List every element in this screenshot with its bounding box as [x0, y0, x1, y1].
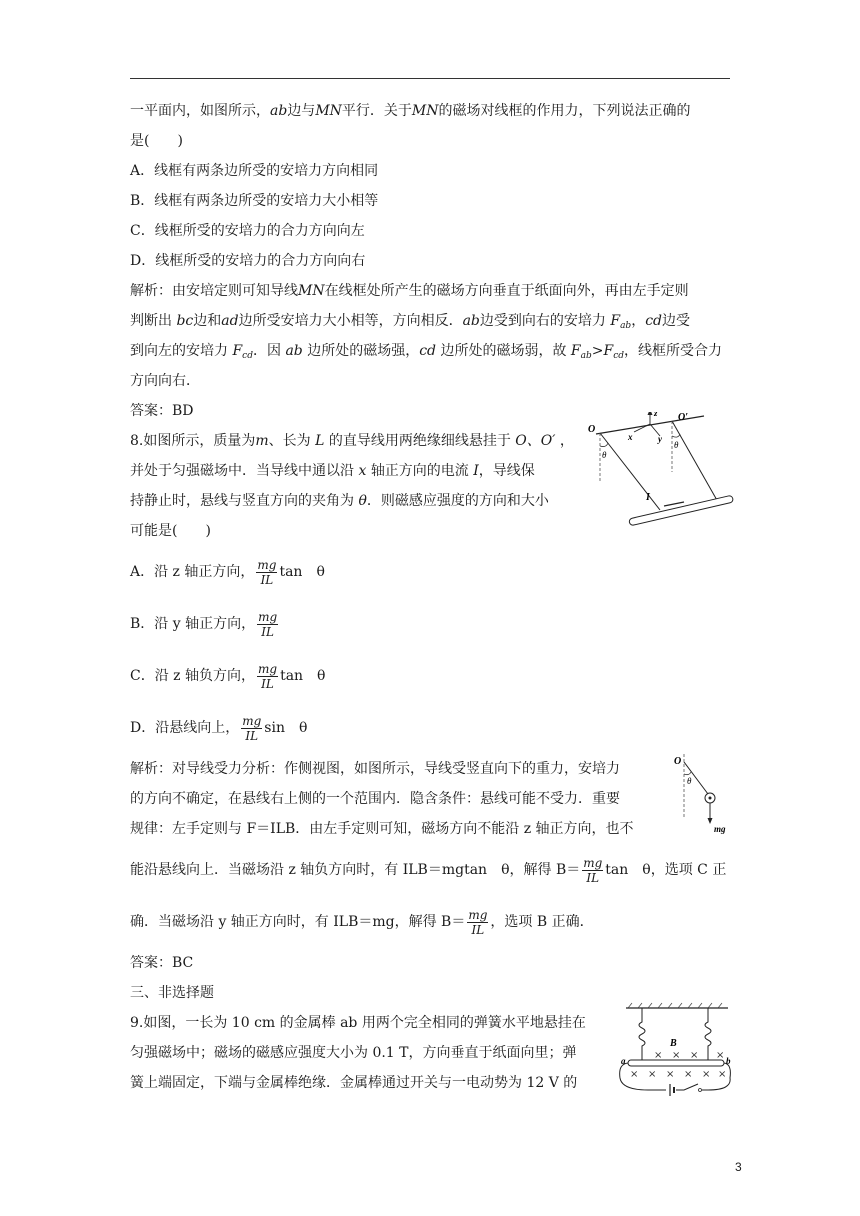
z-axis-arrow [648, 412, 653, 415]
spring-rod-figure [618, 1002, 734, 1102]
q7-solution-line1: 解析：由安培定则可知导线MN在线框处所产生的磁场方向垂直于纸面向外，再由左手定则 [130, 283, 689, 299]
q7-solution-line4: 方向向右． [130, 373, 200, 389]
q8-stem-line4: 可能是( ) [130, 523, 211, 539]
question-8 [130, 412, 730, 546]
q8-solution-line5: 确．当磁场沿 y 轴正方向时，有 ILB＝mg，解得 B＝ $\frac{mg}{IL}$ ，选项 B 正确． [130, 907, 594, 937]
left-thread [600, 433, 660, 510]
q7-answer: 答案：BD [130, 403, 194, 419]
q8-stem-line3: 持静止时，悬线与竖直方向的夹角为 θ．则磁感应强度的方向和大小 [130, 493, 549, 509]
q7-option-b: B．线框有两条边所受的安培力大小相等 [130, 193, 379, 209]
svg-text:a: a [621, 1056, 626, 1066]
fraction-mg-over-il: $\frac{mg}{IL}$ [583, 855, 603, 885]
q8-option-b: B．沿 y 轴正方向， $\frac{mg}{IL}$ [130, 609, 278, 639]
fraction-mg-over-il: $\frac{mg}{IL}$ [242, 713, 262, 743]
q8-option-c: C．沿 z 轴负方向， $\frac{mg}{IL}$ tan θ [130, 661, 326, 691]
fraction-mg-over-il: $\frac{mg}{IL}$ [468, 907, 488, 937]
svg-text:θ: θ [674, 440, 679, 450]
svg-text:×: × [684, 1069, 693, 1080]
q8-stem-line2: 并处于匀强磁场中．当导线中通以沿 x 轴正方向的电流 I，导线保 [130, 463, 535, 479]
fraction-mg-over-il: $\frac{mg}{IL}$ [258, 609, 278, 639]
right-thread [672, 421, 718, 502]
q8-answer: 答案：BC [130, 955, 194, 971]
svg-text:×: × [666, 1069, 675, 1080]
gravity-arrow-head [708, 818, 713, 824]
svg-text:I: I [646, 492, 650, 503]
fraction-mg-over-il: $\frac{mg}{IL}$ [258, 661, 278, 691]
x-axis-line [634, 424, 650, 432]
svg-text:×: × [702, 1069, 711, 1080]
svg-text:z: z [654, 412, 658, 418]
svg-text:×: × [630, 1069, 639, 1080]
right-angle-arc [672, 434, 680, 437]
current-out-dot [709, 797, 712, 800]
svg-text:O′: O′ [678, 412, 689, 423]
svg-text:×: × [654, 1050, 663, 1061]
svg-text:b: b [726, 1056, 731, 1066]
q9-stem-line1: 9.如图，一长为 10 cm 的金属棒 ab 用两个完全相同的弹簧水平地悬挂在 [130, 1015, 586, 1031]
svg-text:×: × [690, 1050, 699, 1061]
ceiling-hatch [628, 1003, 722, 1008]
page-number: 3 [735, 1160, 742, 1174]
header-rule [130, 78, 730, 79]
svg-text:θ: θ [602, 450, 607, 460]
svg-text:×: × [716, 1050, 725, 1061]
q9-stem-line3: 簧上端固定，下端与金属棒绝缘．金属棒通过开关与一电动势为 12 V 的 [130, 1075, 578, 1091]
question-9 [130, 1008, 730, 1098]
side-view-figure [670, 752, 730, 840]
q8-option-a: A．沿 z 轴正方向， $\frac{mg}{IL}$ tan θ [130, 557, 325, 587]
svg-text:y: y [658, 434, 662, 444]
svg-text:×: × [672, 1050, 681, 1061]
svg-text:O: O [588, 424, 596, 435]
q8-solution-line2: 的方向不确定，在悬线右上侧的一个范围内．隐含条件：悬线可能不受力．重要 [130, 791, 620, 807]
svg-text:B: B [670, 1038, 677, 1049]
q7-stem-line1: 一平面内，如图所示，ab边与MN平行．关于MN的磁场对线框的作用力，下列说法正确的 [130, 103, 691, 119]
q9-stem-line2: 匀强磁场中；磁场的磁感应强度大小为 0.1 T，方向垂直于纸面向里；弹 [130, 1045, 577, 1061]
q7-solution-line2: 判断出 bc边和ad边所受安培力大小相等，方向相反．ab边受到向右的安培力 $F_{ab}$，cd边受 [130, 313, 691, 331]
q8-stem-line1: 8.如图所示，质量为m、长为 L 的直导线用两绝缘细线悬挂于 O、O′ ， [130, 433, 574, 449]
svg-text:θ: θ [687, 776, 692, 786]
right-spring [705, 1008, 711, 1060]
svg-text:O: O [674, 756, 682, 767]
q7-option-a: A．线框有两条边所受的安培力方向相同 [130, 163, 379, 179]
svg-text:×: × [648, 1069, 657, 1080]
svg-text:mg: mg [714, 824, 726, 834]
q8-solution-line3: 规律：左手定则与 F＝ILB．由左手定则可知，磁场方向不能沿 z 轴正方向，也不 [130, 821, 634, 837]
left-angle-arc [600, 443, 608, 447]
fraction-mg-over-il: $\frac{mg}{IL}$ [257, 557, 277, 587]
q7-stem-line2: 是( ) [130, 133, 183, 149]
left-spring [639, 1008, 645, 1060]
current-direction-mark [664, 502, 684, 506]
svg-text:x: x [628, 432, 633, 442]
angle-arc [684, 772, 691, 775]
q7-option-c: C．线框所受的安培力的合力方向向左 [130, 223, 365, 239]
q8-solution-line1: 解析：对导线受力分析：作侧视图，如图所示，导线受竖直向下的重力，安培力 [130, 761, 620, 777]
q8-option-d: D．沿悬线向上， $\frac{mg}{IL}$ sin θ [130, 713, 308, 743]
q7-option-d: D．线框所受的安培力的合力方向向右 [130, 253, 366, 269]
q8-solution-line4: 能沿悬线向上．当磁场沿 z 轴负方向时，有 ILB＝mgtan θ，解得 B＝ $\frac{mg}{IL}$ tan θ，选项 C 正 [130, 855, 727, 885]
section-heading: 三、非选择题 [130, 985, 214, 1001]
q7-solution-line3: 到向左的安培力 $F_{cd}$．因 ab 边所处的磁场强，cd 边所处的磁场弱，故 $F_{ab}>F_{cd}$，线框所受合力 [130, 343, 723, 361]
q8-solution [130, 754, 730, 948]
svg-text:×: × [718, 1069, 727, 1080]
suspended-wire-figure [586, 412, 736, 532]
page-body [130, 96, 730, 1098]
conducting-rod [629, 495, 734, 526]
switch-contact [699, 1089, 702, 1092]
